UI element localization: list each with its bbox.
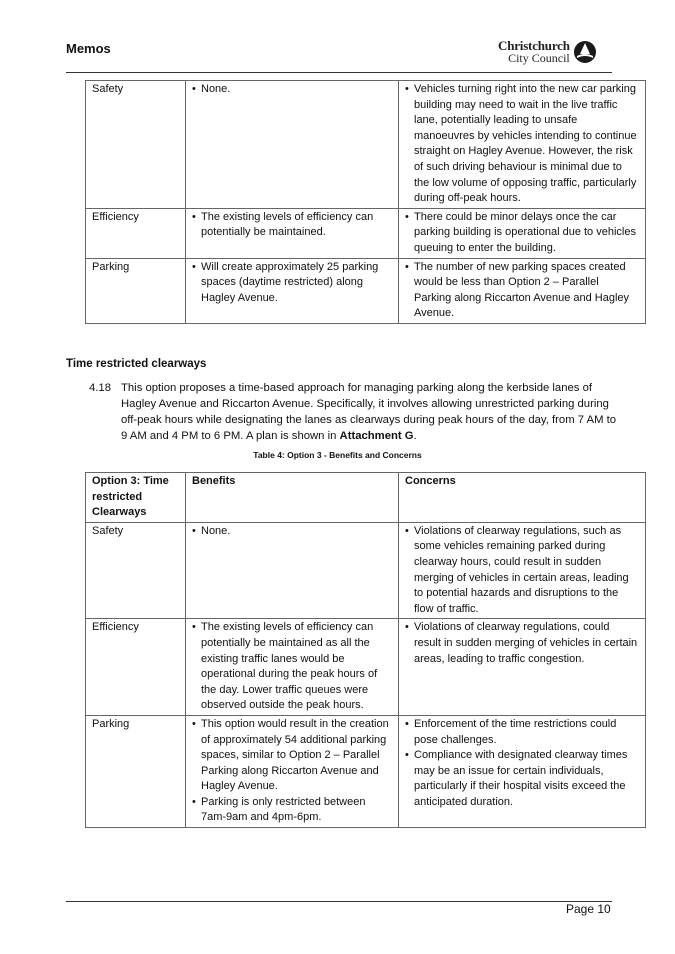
table-row: [86, 208, 646, 258]
benefits-cell: [186, 208, 399, 258]
header-divider: [66, 72, 612, 73]
concerns-cell: [399, 715, 646, 827]
benefit-item: • None.: [192, 82, 392, 98]
benefits-cell: [186, 619, 399, 716]
page-number: Page 10: [566, 902, 611, 916]
header-option: Option 3: Time restricted Clearways: [86, 473, 186, 523]
concern-item: • Enforcement of the time restrictions could pose challenges.: [405, 717, 639, 748]
footer-divider: [66, 901, 612, 902]
paragraph-end: .: [413, 430, 417, 442]
table-4-caption: Table 4: Option 3 - Benefits and Concerns: [253, 450, 422, 460]
benefits-cell: [186, 258, 399, 323]
council-emblem-icon: [573, 40, 597, 64]
logo-line-2: City Council: [508, 51, 570, 65]
benefit-item: • Will create approximately 25 parking spaces (daytime restricted) along Hagley Avenue.: [192, 260, 392, 307]
paragraph-4-18: [89, 380, 619, 444]
concern-item: • Vehicles turning right into the new car parking building may need to wait in the live traffic lane, potentially leading to unsafe manoeuvres by vehicles intending to continue straight on Hagley Avenue. However, the risk of such driving behaviour is minimal due to the low volume of opposing traffic, particularly during off-peak hours.: [405, 82, 639, 207]
benefits-cell: [186, 81, 399, 209]
table-row: [86, 522, 646, 619]
benefit-item: • The existing levels of efficiency can potentially be maintained as all the existing traffic lanes would be operational during the peak hours of the day. Lower traffic queues were observed outside the peak hours.: [192, 620, 392, 714]
options-table-continued: [85, 80, 646, 324]
benefits-cell: [186, 522, 399, 619]
page-header-title: Memos: [66, 41, 111, 56]
section-title: Time restricted clearways: [66, 358, 207, 370]
concern-item: • The number of new parking spaces created would be less than Option 2 – Parallel Parking along Riccarton Avenue and Hagley Avenue.: [405, 260, 639, 322]
row-label: Safety: [86, 522, 186, 619]
concern-item: • Compliance with designated clearway times may be an issue for certain individuals, particularly if their hospital visits exceed the anticipated duration.: [405, 748, 639, 810]
concern-item: • Violations of clearway regulations, could result in sudden merging of vehicles in certain areas, leading to traffic congestion.: [405, 620, 639, 667]
concerns-cell: [399, 81, 646, 209]
table-row: [86, 258, 646, 323]
paragraph-number: 4.18: [89, 382, 111, 394]
table-row: [86, 715, 646, 827]
concerns-cell: [399, 208, 646, 258]
table-row: [86, 619, 646, 716]
concern-item: • Violations of clearway regulations, such as some vehicles remaining parked during clearway hours, could result in sudden merging of vehicles in certain areas, leading to potential hazards and disruptions to the flow of traffic.: [405, 524, 639, 618]
attachment-link: Attachment G: [339, 430, 414, 442]
concerns-cell: [399, 522, 646, 619]
concerns-cell: [399, 258, 646, 323]
row-label: Parking: [86, 715, 186, 827]
logo-line-1: Christchurch: [498, 38, 570, 53]
benefit-item: • None.: [192, 524, 392, 540]
concern-item: • There could be minor delays once the car parking building is operational due to vehicles queuing to enter the building.: [405, 210, 639, 257]
concerns-cell: [399, 619, 646, 716]
benefit-item: • This option would result in the creation of approximately 54 additional parking spaces, similar to Option 2 – Parallel Parking along Riccarton Avenue and Hagley Avenue.: [192, 717, 392, 795]
table-header-row: [86, 473, 646, 523]
benefits-cell: [186, 715, 399, 827]
table-row: [86, 81, 646, 209]
option-3-table: [85, 472, 646, 828]
row-label: Efficiency: [86, 619, 186, 716]
paragraph-text: This option proposes a time-based approach for managing parking along the kerbside lanes of Hagley Avenue and Riccarton Avenue. Specifically, it involves allowing unrestricted parking during off-peak hours while designating the lanes as clearways during peak hours of the day, from 7 AM to 9 AM and 4 PM to 6 PM. A plan is shown in: [121, 382, 617, 442]
council-logo: [498, 40, 597, 64]
row-label: Efficiency: [86, 208, 186, 258]
row-label: Parking: [86, 258, 186, 323]
header-concerns: Concerns: [399, 473, 646, 523]
benefit-item: • The existing levels of efficiency can potentially be maintained.: [192, 210, 392, 241]
benefit-item: • Parking is only restricted between 7am-9am and 4pm-6pm.: [192, 795, 392, 826]
row-label: Safety: [86, 81, 186, 209]
header-benefits: Benefits: [186, 473, 399, 523]
